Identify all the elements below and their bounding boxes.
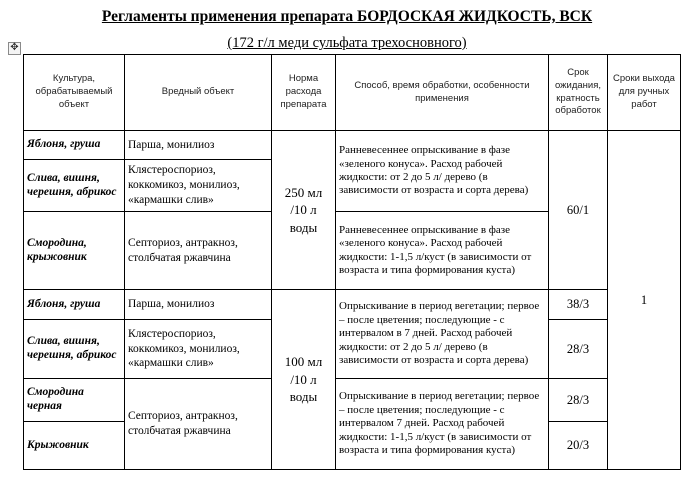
wait-cell-early: 60/1 <box>549 131 608 290</box>
reentry-cell: 1 <box>608 131 681 470</box>
table-row <box>24 290 681 320</box>
method-cell-early-fruit: Ранневесеннее опрыскивание в фазе «зеленого конуса». Расход рабочей жидкости: от 2 до 5 л/ дерево (в зависимости от возраста и сорта дерева) <box>336 131 549 212</box>
table-row <box>24 131 681 160</box>
title-product: БОРДОСКАЯ ЖИДКОСТЬ, ВСК <box>357 8 593 25</box>
header-reentry: Сроки выхода для ручных работ <box>608 55 681 131</box>
header-pest: Вредный объект <box>125 55 272 131</box>
crop-cell: Смородина, крыжовник <box>24 212 125 290</box>
header-wait: Срок ожидания, кратность обработок <box>549 55 608 131</box>
wait-cell: 28/3 <box>549 320 608 379</box>
pest-cell: Парша, монилиоз <box>125 131 272 160</box>
document-subtitle <box>0 35 694 52</box>
crop-cell: Яблоня, груша <box>24 290 125 320</box>
method-cell-veg-fruit: Опрыскивание в период вегетации; первое – после цветения; последующие - с интервалом в 7 дней. Расход рабочей жидкости: от 2 до 5 л/ дерево (в зависимости от возраста и сорта дерева) <box>336 290 549 379</box>
header-rate: Норма расхода препарата <box>272 55 336 131</box>
regulations-table <box>23 54 681 470</box>
method-cell-early-berry: Ранневесеннее опрыскивание в фазе «зеленого конуса». Расход рабочей жидкости: 1-1,5 л/куст (в зависимости от возраста и типа формирования куста) <box>336 212 549 290</box>
header-row <box>24 55 681 131</box>
header-crop: Культура, обрабатываемый объект <box>24 55 125 131</box>
crop-cell: Смородина черная <box>24 379 125 422</box>
crop-cell: Крыжовник <box>24 422 125 470</box>
pest-cell: Клястероспориоз, коккомикоз, монилиоз, «кармашки слив» <box>125 160 272 212</box>
pest-cell: Парша, монилиоз <box>125 290 272 320</box>
rate-cell-late: 100 мл /10 л воды <box>272 290 336 470</box>
pest-cell: Септориоз, антракноз, столбчатая ржавчина <box>125 212 272 290</box>
title-prefix: Регламенты применения препарата <box>101 8 358 25</box>
wait-cell: 38/3 <box>549 290 608 320</box>
rate-cell-early: 250 мл /10 л воды <box>272 131 336 290</box>
wait-cell: 20/3 <box>549 422 608 470</box>
pest-cell-currants-late: Септориоз, антракноз, столбчатая ржавчина <box>125 379 272 470</box>
crop-cell: Слива, вишня, черешня, абрикос <box>24 320 125 379</box>
table-row <box>24 379 681 422</box>
method-cell-veg-berry: Опрыскивание в период вегетации; первое – после цветения; последующие - с интервалом 7 дней. Расход рабочей жидкости: 1-1,5 л/куст (в зависимости от возраста и типа формирования куста) <box>336 379 549 470</box>
wait-cell: 28/3 <box>549 379 608 422</box>
crop-cell: Яблоня, груша <box>24 131 125 160</box>
table-move-handle-icon[interactable]: ✥ <box>8 42 21 55</box>
pest-cell: Клястероспориоз, коккомикоз, монилиоз, «кармашки слив» <box>125 320 272 379</box>
document-title <box>0 8 694 26</box>
header-method: Способ, время обработки, особенности применения <box>336 55 549 131</box>
crop-cell: Слива, вишня, черешня, абрикос <box>24 160 125 212</box>
subtitle-text: (172 г/л меди сульфата трехосновного) <box>227 35 467 51</box>
